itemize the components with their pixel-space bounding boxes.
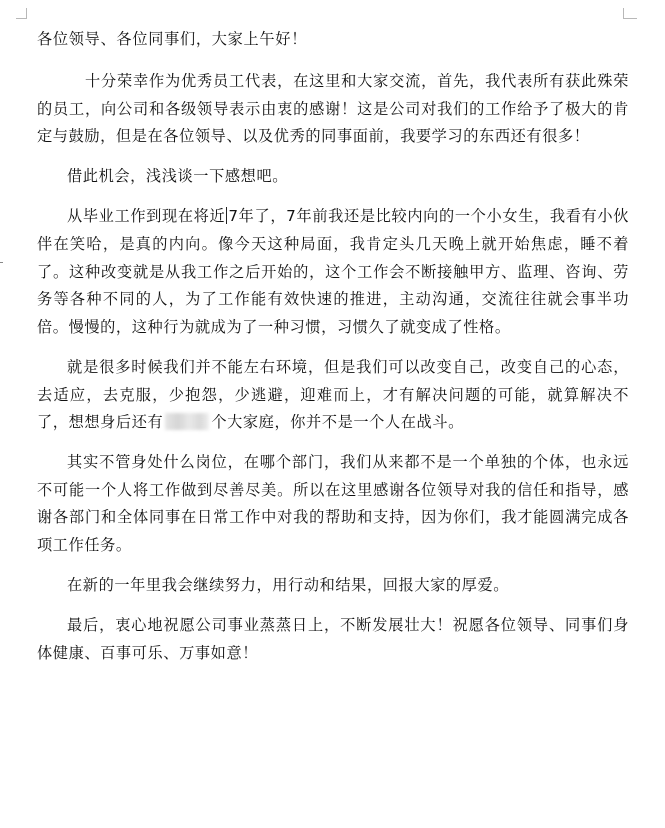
mindset-text-rest: 个大家庭，你并不是一个人在战斗。 xyxy=(211,413,464,432)
new-year-paragraph: 在新的一年里我会继续努力，用行动和结果，回报大家的厚爱。 xyxy=(67,576,510,595)
mindset-paragraph xyxy=(37,354,629,437)
margin-tick xyxy=(0,262,3,263)
story-paragraph xyxy=(37,203,629,341)
crop-mark-top-right-horizontal xyxy=(623,18,637,19)
crop-mark-top-left xyxy=(16,18,26,19)
closing-paragraph: 最后，衷心地祝愿公司事业蒸蒸日上，不断发展壮大！祝愿各位领导、同事们身体健康、百事可乐、万事如意！ xyxy=(37,616,629,662)
crop-mark-top-left-vertical xyxy=(26,8,27,19)
redacted-blur xyxy=(165,413,209,430)
story-text-start: 从毕业工作到现在将近 xyxy=(67,207,226,226)
story-text-rest: 7年了，7年前我还是比较内向的一个小女生，我看有小伙伴在笑哈，是真的内向。像今天这种局面，我肯定头几天晚上就开始焦虑，睡不着了。这种改变就是从我工作之后开始的，这个工作会不断接触甲方、监理、咨询、劳务等各种不同的人，为了工作能有效快速的推进，主动沟通，交流往往就会事半功倍。慢慢的，这种行为就成为了一种习惯，习惯久了就变成了性格。 xyxy=(37,207,629,336)
document-body[interactable] xyxy=(37,26,629,667)
teamwork-paragraph: 其实不管身处什么岗位，在哪个部门，我们从来都不是一个单独的个体，也永远不可能一个人将工作做到尽善尽美。所以在这里感谢各位领导对我的信任和指导，感谢各部门和全体同事在日常工作中对我的帮助和支持，因为你们，我才能圆满完成各项工作任务。 xyxy=(37,453,629,554)
mindset-text-start: 就是很多时候我们并不能左右环境，但是我们可以改变自己，改变自己的心态，去适应，去克服，少抱怨，少逃避，迎难而上，才有解决问题的可能，就算解决不了，想想身后还有 xyxy=(37,357,629,432)
crop-mark-top-right xyxy=(623,8,624,18)
transition-paragraph: 借此机会，浅浅谈一下感想吧。 xyxy=(67,167,289,186)
intro-paragraph: 十分荣幸作为优秀员工代表，在这里和大家交流，首先，我代表所有获此殊荣的员工，向公司和各级领导表示由衷的感谢！这是公司对我们的工作给予了极大的肯定与鼓励，但是在各位领导、以及优秀的同事面前，我要学习的东西还有很多！ xyxy=(37,72,629,146)
greeting-paragraph: 各位领导、各位同事们，大家上午好！ xyxy=(37,30,308,48)
